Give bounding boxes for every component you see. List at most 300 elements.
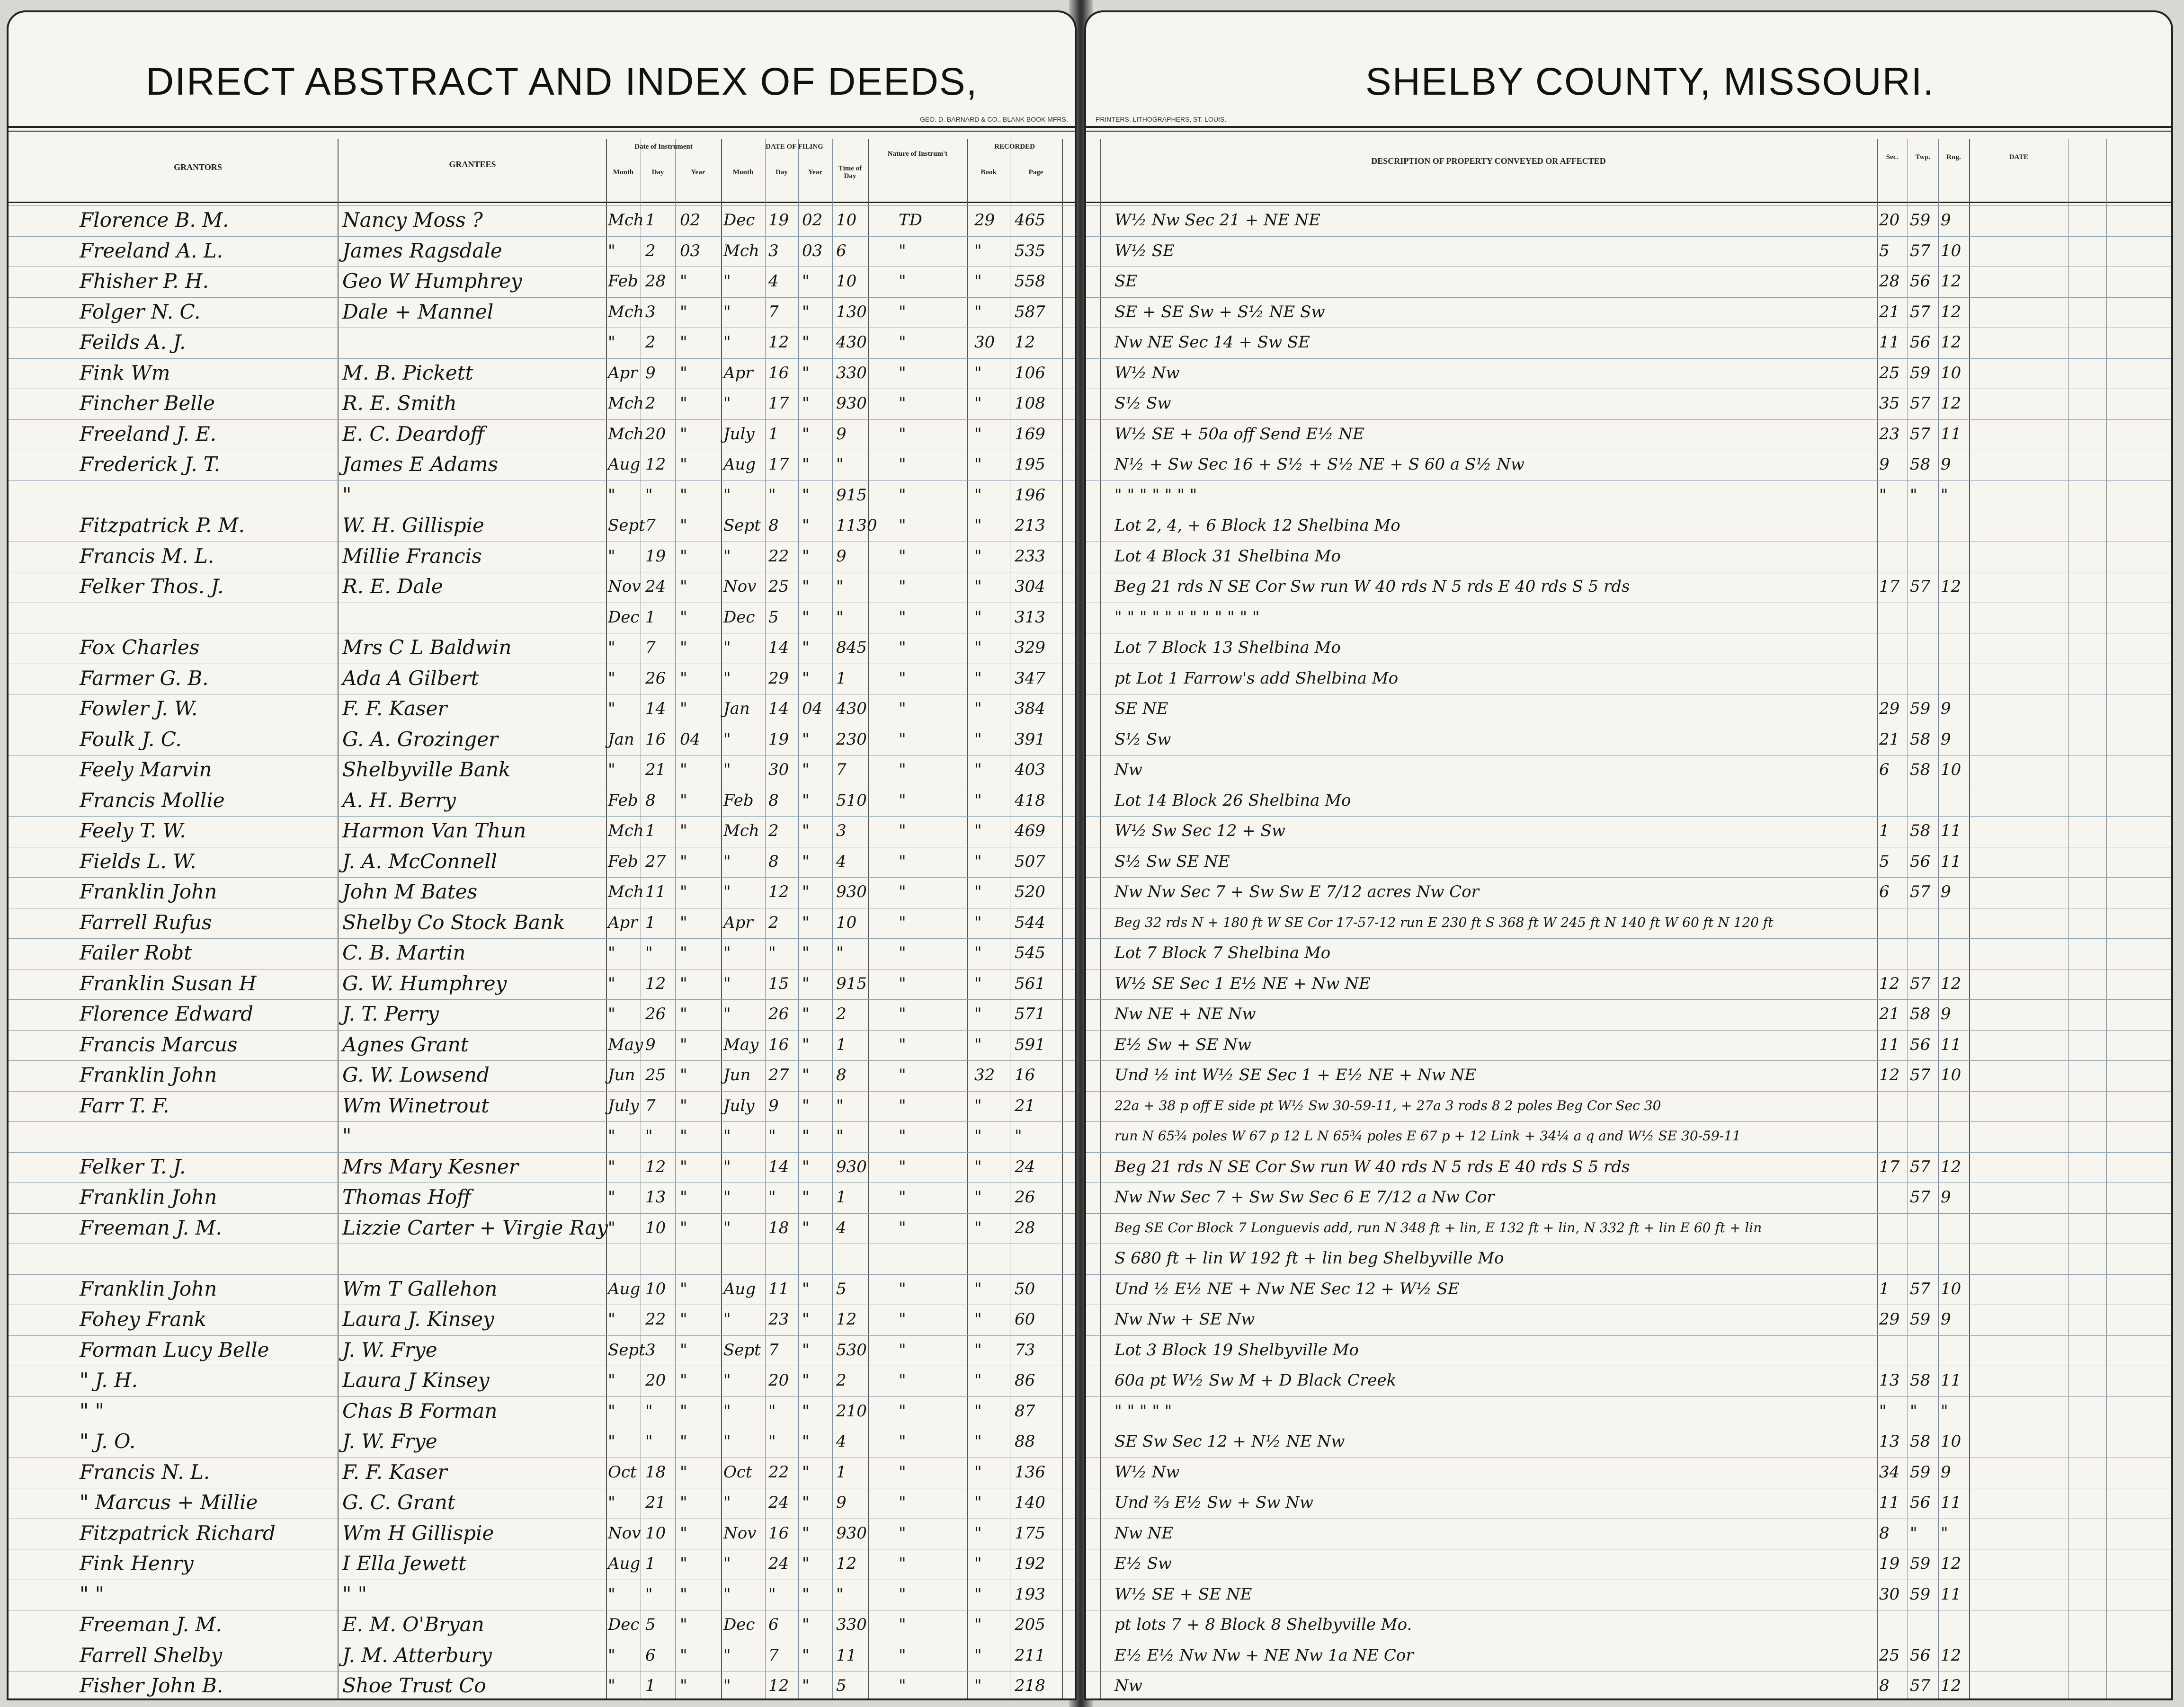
grantor-cell: Fohey Frank [80,1307,206,1331]
grantor-cell: Franklin John [80,880,217,903]
time-of-day-cell: 10 [836,272,857,291]
time-of-day-cell: 930 [836,882,867,901]
book-cell: " [974,821,982,840]
filing-year-cell: " [802,1401,810,1421]
filing-year-cell: " [802,272,810,291]
book-cell: 32 [974,1066,995,1085]
description-cell: S 680 ft + lin W 192 ft + lin beg Shelbyville Mo [1114,1249,1504,1268]
ruled-line [1086,755,2171,756]
inst-year-cell: " [680,1584,687,1604]
inst-year-header: Year [691,169,705,176]
twp-cell: 58 [1910,760,1931,779]
nature-cell: " [899,1523,906,1543]
page-cell: 465 [1015,211,1045,230]
twp-cell: 56 [1910,1035,1931,1054]
twp-cell: 59 [1910,699,1931,718]
inst-day-cell: 5 [645,1615,656,1634]
time-of-day-cell: 5 [836,1676,847,1695]
filing-year-cell: " [802,516,810,535]
filing-day-cell: 8 [768,791,779,810]
grantee-cell: " [342,483,352,507]
filing-year-cell: " [802,1310,810,1329]
ruled-line [9,1060,1075,1061]
nature-cell: " [899,455,906,474]
inst-day-cell: 10 [645,1523,666,1543]
filing-month-cell: " [723,1157,731,1176]
ruled-line [1086,236,2171,237]
inst-day-cell: 10 [645,1218,666,1237]
filing-day-cell: " [768,1401,776,1421]
filing-day-cell: 20 [768,1371,789,1390]
nature-cell: " [899,1432,906,1451]
inst-year-cell: " [680,668,687,688]
grantor-cell: Franklin John [80,1277,217,1300]
inst-day-cell: 16 [645,729,666,749]
twp-cell: 56 [1910,1493,1931,1512]
inst-day-cell: 26 [645,668,666,688]
description-cell: E½ Sw + SE Nw [1114,1035,1251,1054]
book-cell: " [974,241,982,260]
filing-day-cell: 16 [768,1523,789,1543]
filing-day-cell: 24 [768,1554,789,1573]
inst-month-cell: " [608,1005,615,1023]
inst-month-cell: " [608,333,615,352]
sec-header: Sec. [1886,153,1899,161]
inst-month-cell: Aug [608,455,641,474]
filing-month-cell: Aug [723,455,756,474]
inst-month-cell: " [608,1401,615,1421]
grantee-cell: E. C. Deardoff [342,422,485,445]
grantee-cell: Wm T Gallehon [342,1277,498,1300]
description-cell: W½ Sw Sec 12 + Sw [1114,821,1285,840]
grantor-cell: Fowler J. W. [80,697,198,720]
inst-year-cell: " [680,1493,687,1512]
page-cell: 193 [1015,1584,1045,1604]
grantee-cell: W. H. Gillispie [342,514,484,537]
inst-month-cell: Aug [608,1279,641,1298]
filing-day-cell: 12 [768,882,789,901]
book-cell: " [974,1554,982,1573]
ruled-line [1086,999,2171,1000]
grantee-cell: G. W. Humphrey [342,971,507,995]
inst-year-cell: " [680,1554,687,1573]
inst-day-cell: 7 [645,1096,656,1115]
twp-cell: 57 [1910,394,1931,413]
filing-month-cell: Dec [723,211,755,230]
rng-cell: 10 [1941,1432,1961,1451]
description-cell: W½ SE + SE NE [1114,1584,1252,1604]
inst-day-cell: 3 [645,1340,656,1360]
filing-month-cell: " [723,1554,731,1573]
twp-cell: 59 [1910,1462,1931,1482]
sec-cell: 13 [1879,1371,1900,1390]
rng-cell: " [1941,485,1948,505]
time-of-day-cell: 10 [836,211,857,230]
nature-cell: " [899,1554,906,1573]
grantee-cell: G. C. Grant [342,1491,455,1514]
nature-cell: " [899,974,906,993]
ruled-line [1086,816,2171,817]
filing-month-cell: July [723,424,755,444]
filing-day-cell: 11 [768,1279,789,1298]
grantees-header: GRANTEES [449,160,496,169]
book-cell: " [974,760,982,779]
nature-cell: " [899,1340,906,1360]
inst-year-cell: " [680,272,687,291]
description-cell: Lot 7 Block 13 Shelbina Mo [1114,638,1341,657]
time-of-day-cell: 9 [836,546,847,566]
inst-month-cell: Mch [608,211,644,230]
nature-cell: " [899,394,906,413]
inst-day-cell: " [645,943,653,962]
twp-cell: 58 [1910,821,1931,840]
book-cell: " [974,882,982,901]
description-cell: 60a pt W½ Sw M + D Black Creek [1114,1371,1397,1390]
rng-cell: 11 [1941,424,1961,444]
description-cell: Nw [1114,760,1142,779]
sec-cell: 6 [1879,760,1890,779]
filing-month-cell: Aug [723,1279,756,1298]
inst-day-cell: " [645,1584,653,1604]
grantee-cell: Mrs C L Baldwin [342,636,512,659]
filing-day-cell: 7 [768,1340,779,1360]
ruled-line [9,419,1075,420]
nature-cell: " [899,821,906,840]
time-of-day-cell: " [836,455,844,474]
book-cell: " [974,1035,982,1054]
description-cell: Nw Nw Sec 7 + Sw Sw Sec 6 E 7/12 a Nw Cor [1114,1188,1495,1207]
grantee-cell: F. F. Kaser [342,697,447,720]
inst-month-cell: Aug [608,1554,641,1573]
description-cell: SE NE [1114,699,1168,718]
grantor-cell: Feely T. W. [80,819,186,842]
inst-month-cell: Dec [608,607,640,627]
book-cell: " [974,1005,982,1023]
filing-year-cell: " [802,913,810,932]
time-of-day-cell: 1 [836,1188,847,1207]
grantee-cell: Geo W Humphrey [342,269,522,293]
ruled-line [9,755,1075,756]
time-of-day-cell: 915 [836,485,867,505]
page-cell: 86 [1015,1371,1035,1390]
ruled-line [9,236,1075,237]
rng-cell: " [1941,1523,1948,1543]
time-of-day-cell: 2 [836,1371,847,1390]
filing-year-cell: " [802,1584,810,1604]
book-cell: " [974,363,982,382]
rng-cell: 9 [1941,1005,1951,1023]
time-of-day-cell: " [836,1096,844,1115]
nature-cell: " [899,1279,906,1298]
filing-month-cell: " [723,394,731,413]
filing-day-cell: " [768,1188,776,1207]
time-of-day-cell: 510 [836,791,867,810]
grantor-cell: Fields L. W. [80,849,196,873]
grantor-cell: Feely Marvin [80,758,212,781]
grantee-cell: Chas B Forman [342,1399,498,1422]
filing-month-cell: Apr [723,363,753,382]
description-cell: pt lots 7 + 8 Block 8 Shelbyville Mo. [1114,1615,1412,1634]
right-publisher-imprint: PRINTERS, LITHOGRAPHERS, ST. LOUIS. [1096,116,1227,123]
inst-day-cell: 1 [645,1554,656,1573]
description-cell: Nw NE + NE Nw [1114,1005,1256,1023]
twp-cell: 57 [1910,1157,1931,1176]
sec-cell: 29 [1879,699,1900,718]
twp-cell: 56 [1910,1645,1931,1665]
nature-cell: " [899,1157,906,1176]
time-of-day-cell: " [836,607,844,627]
inst-month-cell: Feb [608,791,638,810]
inst-month-cell: " [608,699,615,718]
page-cell: 88 [1015,1432,1035,1451]
filing-year-cell: " [802,760,810,779]
ruled-line [9,1121,1075,1122]
description-cell: Lot 3 Block 19 Shelbyville Mo [1114,1340,1359,1360]
twp-cell: 57 [1910,974,1931,993]
filing-year-cell: " [802,852,810,871]
filing-day-cell: 16 [768,363,789,382]
inst-day-cell: " [645,1401,653,1421]
grantee-cell: C. B. Martin [342,941,466,964]
twp-cell: 56 [1910,272,1931,291]
filing-year-cell: " [802,1523,810,1543]
filing-day-cell: 17 [768,394,789,413]
grantor-cell: Franklin Susan H [80,971,257,995]
filing-month-cell: " [723,302,731,321]
inst-day-cell: 13 [645,1188,666,1207]
inst-month-cell: " [608,1645,615,1665]
inst-year-cell: " [680,1310,687,1329]
inst-year-cell: " [680,699,687,718]
filing-year-cell: " [802,882,810,901]
date-of-filing-header: DATE OF FILING [766,143,823,151]
grantors-header: GRANTORS [174,162,222,172]
time-of-day-cell: 4 [836,852,847,871]
grantee-cell: R. E. Dale [342,575,443,598]
inst-day-cell: 10 [645,1279,666,1298]
page-cell: 211 [1015,1645,1045,1665]
grantor-cell: Franklin John [80,1063,217,1086]
time-of-day-cell: " [836,577,844,596]
inst-month-cell: Nov [608,1523,641,1543]
page-cell: 50 [1015,1279,1035,1298]
book-cell: " [974,1096,982,1115]
grantor-cell: Fhisher P. H. [80,269,209,293]
nature-cell: " [899,485,906,505]
inst-day-cell: 28 [645,272,666,291]
filing-day-cell: 23 [768,1310,789,1329]
inst-day-cell: 24 [645,577,666,596]
inst-year-cell: " [680,485,687,505]
ruled-line [1086,419,2171,420]
filing-year-cell: " [802,1188,810,1207]
twp-cell: 57 [1910,302,1931,321]
time-of-day-cell: 12 [836,1554,857,1573]
rng-cell: " [1941,1401,1948,1421]
inst-day-cell: 1 [645,607,656,627]
description-cell: Und ⅔ E½ Sw + Sw Nw [1114,1493,1314,1512]
nature-cell: " [899,913,906,932]
page-cell: 403 [1015,760,1045,779]
inst-month-cell: Mch [608,394,644,413]
inst-year-cell: " [680,333,687,352]
grantee-cell: Agnes Grant [342,1032,469,1056]
ruled-line [9,1152,1075,1153]
description-cell: " " " " " " " [1114,485,1197,505]
inst-day-cell: 7 [645,516,656,535]
time-of-day-cell: " [836,1127,844,1146]
description-cell: Und ½ int W½ SE Sec 1 + E½ NE + Nw NE [1114,1066,1477,1085]
filing-month-cell: " [723,333,731,352]
inst-day-cell: 12 [645,455,666,474]
time-of-day-cell: 9 [836,1493,847,1512]
time-of-day-cell: 1 [836,668,847,688]
rng-cell: 12 [1941,333,1961,352]
inst-month-cell: Feb [608,852,638,871]
grantor-cell: Freeland J. E. [80,422,216,445]
nature-cell: " [899,302,906,321]
nature-cell: " [899,882,906,901]
grantee-cell: Ada A Gilbert [342,666,479,690]
rng-cell: 9 [1941,1310,1951,1329]
rng-cell: 9 [1941,455,1951,474]
description-cell: W½ SE [1114,241,1175,260]
time-of-day-cell: 4 [836,1218,847,1237]
right-entry-rows [1086,12,2171,1698]
nature-cell: " [899,668,906,688]
nature-cell: " [899,1310,906,1329]
filing-month-cell: " [723,1310,731,1329]
filing-day-cell: 18 [768,1218,789,1237]
twp-cell: " [1910,1523,1917,1543]
nature-cell: " [899,1645,906,1665]
inst-month-header: Month [613,169,634,176]
time-of-day-cell: 5 [836,1279,847,1298]
grantee-cell: Thomas Hoff [342,1185,471,1209]
inst-month-cell: Mch [608,882,644,901]
grantee-cell: R. E. Smith [342,391,457,415]
grantor-cell: " J. H. [80,1369,138,1392]
ruled-line [9,205,1075,206]
filing-day-cell: 3 [768,241,779,260]
ruled-line [9,1030,1075,1031]
left-publisher-imprint: GEO. D. BARNARD & CO., BLANK BOOK MFRS. [920,116,1068,123]
grantor-cell: Farmer G. B. [80,666,209,690]
grantor-cell: Fitzpatrick Richard [80,1521,276,1545]
filing-day-cell: 16 [768,1035,789,1054]
filing-year-cell: " [802,302,810,321]
inst-year-cell: " [680,760,687,779]
sec-cell: 25 [1879,1645,1900,1665]
inst-year-cell: " [680,577,687,596]
grantee-cell: I Ella Jewett [342,1552,467,1575]
filing-day-cell: 25 [768,577,789,596]
filing-year-cell: " [802,1218,810,1237]
rng-cell: 9 [1941,1188,1951,1207]
filing-year-cell: " [802,455,810,474]
inst-month-cell: May [608,1035,643,1054]
twp-cell: " [1910,1401,1917,1421]
filing-year-cell: " [802,1066,810,1085]
filing-month-cell: " [723,1218,731,1237]
filing-day-cell: 4 [768,272,779,291]
sec-cell: 8 [1879,1523,1890,1543]
ruled-line [9,1335,1075,1336]
book-cell: " [974,699,982,718]
inst-year-cell: " [680,1615,687,1634]
rng-header: Rng. [1946,153,1961,161]
filing-day-cell: 24 [768,1493,789,1512]
book-cell: 29 [974,211,995,230]
grantor-cell: Foulk J. C. [80,727,182,751]
filing-year-cell: " [802,1462,810,1482]
book-cell: " [974,668,982,688]
time-of-day-cell: 845 [836,638,867,657]
book-cell: " [974,1676,982,1695]
time-of-day-cell: 12 [836,1310,857,1329]
rng-cell: 12 [1941,1645,1961,1665]
filing-month-cell: Dec [723,1615,755,1634]
nature-cell: " [899,1401,906,1421]
ruled-line [9,358,1075,359]
book-cell: " [974,1584,982,1604]
inst-month-cell: " [608,943,615,962]
description-cell: S½ Sw [1114,394,1171,413]
rng-cell: 10 [1941,363,1961,382]
page-cell: 544 [1015,913,1045,932]
inst-month-cell: Sept [608,1340,645,1360]
sec-cell: 21 [1879,302,1900,321]
time-of-day-cell: 230 [836,729,867,749]
inst-year-cell: " [680,546,687,566]
twp-cell: 57 [1910,241,1931,260]
nature-cell: " [899,1462,906,1482]
rng-cell: 10 [1941,1066,1961,1085]
time-of-day-cell: 7 [836,760,847,779]
inst-month-cell: " [608,668,615,688]
inst-month-cell: " [608,974,615,993]
inst-month-cell: " [608,546,615,566]
description-cell: Beg 21 rds N SE Cor Sw run W 40 rds N 5 rds E 40 rds S 5 rds [1114,577,1630,596]
book-header: Book [981,169,997,176]
right-ledger-page [1084,10,2173,1700]
nature-cell: " [899,1371,906,1390]
rng-cell: 12 [1941,394,1961,413]
filing-day-cell: " [768,1127,776,1146]
twp-cell: 58 [1910,1432,1931,1451]
inst-month-cell: " [608,485,615,505]
filing-month-cell: " [723,485,731,505]
inst-month-cell: " [608,1188,615,1207]
time-of-day-cell: 6 [836,241,847,260]
filing-year-cell: 03 [802,241,823,260]
description-cell: Nw NE [1114,1523,1174,1543]
description-cell: Nw NE Sec 14 + Sw SE [1114,333,1310,352]
inst-month-cell: Jun [608,1066,635,1085]
ruled-line [1086,1030,2171,1031]
grantor-cell: Felker Thos. J. [80,575,224,598]
twp-cell: 58 [1910,729,1931,749]
ruled-line [9,480,1075,481]
grantee-cell: G. A. Grozinger [342,727,499,751]
filing-year-cell: " [802,1432,810,1451]
date-of-instrument-header: Date of Instrument [634,143,693,151]
filing-year-cell: " [802,638,810,657]
inst-year-cell: " [680,791,687,810]
filing-month-cell: Oct [723,1462,752,1482]
nature-cell: " [899,607,906,627]
page-cell: 16 [1015,1066,1035,1085]
